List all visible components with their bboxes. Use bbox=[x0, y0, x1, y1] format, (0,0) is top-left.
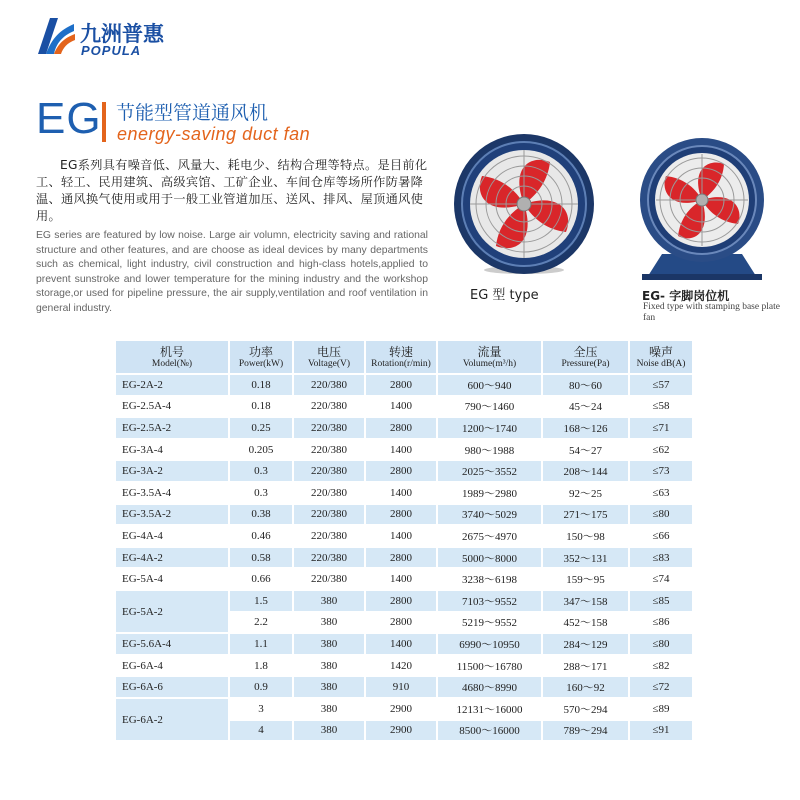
cell-rotation: 1420 bbox=[366, 656, 436, 676]
cell-power: 4 bbox=[230, 721, 292, 741]
cell-voltage: 220/380 bbox=[294, 418, 364, 438]
table-row bbox=[116, 699, 692, 719]
cell-rotation: 1400 bbox=[366, 634, 436, 654]
cell-power: 0.9 bbox=[230, 677, 292, 697]
cell-noise: ≤73 bbox=[630, 461, 692, 481]
cell-pressure: 54～27 bbox=[543, 440, 628, 460]
cell-rotation: 1400 bbox=[366, 397, 436, 417]
cell-noise: ≤82 bbox=[630, 656, 692, 676]
cell-rotation: 2800 bbox=[366, 613, 436, 633]
cell-volume: 1989～2980 bbox=[438, 483, 541, 503]
cell-volume: 790～1460 bbox=[438, 397, 541, 417]
cell-volume: 3238～6198 bbox=[438, 569, 541, 589]
cell-model: EG-2.5A-4 bbox=[116, 397, 228, 417]
cell-volume: 7103～9552 bbox=[438, 591, 541, 611]
col-header-model bbox=[116, 341, 228, 373]
cell-noise: ≤66 bbox=[630, 526, 692, 546]
col-header-cn: 电压 bbox=[316, 344, 341, 359]
spec-table-body bbox=[116, 375, 692, 740]
col-header-cn: 转速 bbox=[388, 344, 413, 359]
cell-voltage: 220/380 bbox=[294, 375, 364, 395]
logo-text-en: POPULA bbox=[81, 43, 142, 58]
col-header-cn: 功率 bbox=[248, 344, 273, 359]
cell-pressure: 789～294 bbox=[543, 721, 628, 741]
cell-volume: 8500～16000 bbox=[438, 721, 541, 741]
cell-model: EG-3A-4 bbox=[116, 440, 228, 460]
table-row bbox=[116, 461, 692, 481]
cell-pressure: 570～294 bbox=[543, 699, 628, 719]
cell-pressure: 150～98 bbox=[543, 526, 628, 546]
cell-power: 1.1 bbox=[230, 634, 292, 654]
col-header-en: Noise dB(A) bbox=[636, 358, 686, 369]
cell-rotation: 1400 bbox=[366, 526, 436, 546]
col-header-voltage bbox=[294, 341, 364, 373]
col-header-en: Pressure(Pa) bbox=[561, 358, 610, 369]
cell-volume: 6990～10950 bbox=[438, 634, 541, 654]
col-header-noise bbox=[630, 341, 692, 373]
cell-power: 1.8 bbox=[230, 656, 292, 676]
cell-model: EG-3.5A-4 bbox=[116, 483, 228, 503]
cell-model: EG-6A-4 bbox=[116, 656, 228, 676]
cell-rotation: 2800 bbox=[366, 418, 436, 438]
cell-noise: ≤74 bbox=[630, 569, 692, 589]
cell-voltage: 380 bbox=[294, 699, 364, 719]
cell-model: EG-5.6A-4 bbox=[116, 634, 228, 654]
cell-volume: 12131～16000 bbox=[438, 699, 541, 719]
cell-pressure: 352～131 bbox=[543, 548, 628, 568]
table-row bbox=[116, 677, 692, 697]
cell-noise: ≤85 bbox=[630, 591, 692, 611]
cell-volume: 600～940 bbox=[438, 375, 541, 395]
cell-noise: ≤57 bbox=[630, 375, 692, 395]
cell-rotation: 2800 bbox=[366, 505, 436, 525]
table-row bbox=[116, 634, 692, 654]
cell-voltage: 220/380 bbox=[294, 505, 364, 525]
description-en: EG series are featured by low noise. Large air volumn, electricity saving and rational structure and other features, and are choose as ideal devices by many departments such as chemical, light industry, civil construction and high-class hotels,applied to prevent sunstroke and lower temperature for the mining industry and the workshop storage,or used for pipeline pressure, the air supply,ventilation and roof ventilation in general industry. bbox=[36, 230, 428, 314]
cell-model: EG-3A-2 bbox=[116, 461, 228, 481]
cell-power: 3 bbox=[230, 699, 292, 719]
table-row bbox=[116, 569, 692, 589]
col-header-rotation bbox=[366, 341, 436, 373]
cell-pressure: 92～25 bbox=[543, 483, 628, 503]
cell-model: EG-4A-4 bbox=[116, 526, 228, 546]
cell-voltage: 380 bbox=[294, 721, 364, 741]
cell-voltage: 380 bbox=[294, 613, 364, 633]
eg-stand-fan-caption: EG- 字脚岗位机 bbox=[642, 289, 730, 303]
cell-volume: 1200～1740 bbox=[438, 418, 541, 438]
cell-voltage: 380 bbox=[294, 656, 364, 676]
cell-noise: ≤62 bbox=[630, 440, 692, 460]
title-en: energy-saving duct fan bbox=[117, 124, 311, 144]
col-header-power bbox=[230, 341, 292, 373]
spec-table bbox=[114, 339, 694, 742]
cell-noise: ≤89 bbox=[630, 699, 692, 719]
table-row bbox=[116, 505, 692, 525]
description-cn: EG系列具有噪音低、风量大、耗电少、结构合理等特点。是目前化工、轻工、民用建筑、高级宾馆、工矿企业、车间仓库等场所作防暑降温、通风换气使用或用于一般工业管道加压、送风、排风、屋顶通风使用。 bbox=[36, 158, 428, 223]
col-header-cn: 流量 bbox=[477, 344, 502, 359]
table-row bbox=[116, 418, 692, 438]
cell-voltage: 220/380 bbox=[294, 483, 364, 503]
cell-pressure: 452～158 bbox=[543, 613, 628, 633]
cell-pressure: 347～158 bbox=[543, 591, 628, 611]
brand-logo bbox=[34, 14, 194, 60]
cell-power: 0.3 bbox=[230, 483, 292, 503]
cell-power: 0.18 bbox=[230, 397, 292, 417]
cell-power: 0.18 bbox=[230, 375, 292, 395]
table-row bbox=[116, 440, 692, 460]
cell-noise: ≤71 bbox=[630, 418, 692, 438]
cell-voltage: 220/380 bbox=[294, 526, 364, 546]
col-header-cn: 噪声 bbox=[648, 344, 673, 359]
cell-model: EG-2A-2 bbox=[116, 375, 228, 395]
logo-mark-icon bbox=[34, 14, 76, 58]
cell-noise: ≤72 bbox=[630, 677, 692, 697]
eg-fan-image bbox=[440, 128, 608, 276]
cell-power: 0.25 bbox=[230, 418, 292, 438]
cell-rotation: 2800 bbox=[366, 375, 436, 395]
cell-voltage: 220/380 bbox=[294, 548, 364, 568]
table-row bbox=[116, 548, 692, 568]
cell-voltage: 220/380 bbox=[294, 461, 364, 481]
cell-pressure: 208～144 bbox=[543, 461, 628, 481]
cell-power: 0.205 bbox=[230, 440, 292, 460]
cell-voltage: 220/380 bbox=[294, 569, 364, 589]
eg-stand-fan-image bbox=[628, 134, 776, 284]
cell-power: 0.46 bbox=[230, 526, 292, 546]
cell-power: 0.38 bbox=[230, 505, 292, 525]
cell-pressure: 284～129 bbox=[543, 634, 628, 654]
cell-pressure: 160～92 bbox=[543, 677, 628, 697]
heading-divider bbox=[102, 102, 106, 142]
cell-noise: ≤91 bbox=[630, 721, 692, 741]
cell-model: EG-5A-4 bbox=[116, 569, 228, 589]
cell-model: EG-2.5A-2 bbox=[116, 418, 228, 438]
cell-rotation: 1400 bbox=[366, 483, 436, 503]
cell-volume: 980～1988 bbox=[438, 440, 541, 460]
cell-pressure: 80～60 bbox=[543, 375, 628, 395]
table-row bbox=[116, 656, 692, 676]
cell-volume: 3740～5029 bbox=[438, 505, 541, 525]
cell-power: 1.5 bbox=[230, 591, 292, 611]
cell-voltage: 220/380 bbox=[294, 440, 364, 460]
col-header-en: Power(kW) bbox=[238, 358, 284, 369]
cell-rotation: 910 bbox=[366, 677, 436, 697]
table-row bbox=[116, 375, 692, 395]
col-header-cn: 机号 bbox=[159, 344, 184, 359]
cell-rotation: 2800 bbox=[366, 548, 436, 568]
cell-rotation: 2800 bbox=[366, 591, 436, 611]
cell-rotation: 2900 bbox=[366, 721, 436, 741]
cell-power: 0.66 bbox=[230, 569, 292, 589]
logo-text-cn: 九洲普惠 bbox=[80, 22, 164, 46]
table-row bbox=[116, 526, 692, 546]
cell-pressure: 45～24 bbox=[543, 397, 628, 417]
cell-noise: ≤58 bbox=[630, 397, 692, 417]
cell-rotation: 2900 bbox=[366, 699, 436, 719]
col-header-volume bbox=[438, 341, 541, 373]
cell-noise: ≤86 bbox=[630, 613, 692, 633]
cell-volume: 11500～16780 bbox=[438, 656, 541, 676]
cell-pressure: 168～126 bbox=[543, 418, 628, 438]
cell-voltage: 380 bbox=[294, 677, 364, 697]
cell-model: EG-6A-2 bbox=[116, 699, 228, 740]
cell-voltage: 380 bbox=[294, 591, 364, 611]
cell-model: EG-4A-2 bbox=[116, 548, 228, 568]
cell-model: EG-6A-6 bbox=[116, 677, 228, 697]
cell-noise: ≤80 bbox=[630, 634, 692, 654]
eg-stand-fan-subcaption: Fixed type with stamping base plate fan bbox=[643, 302, 780, 323]
table-row bbox=[116, 591, 692, 611]
series-code: EG bbox=[36, 94, 102, 143]
cell-power: 0.58 bbox=[230, 548, 292, 568]
table-row bbox=[116, 483, 692, 503]
cell-power: 0.3 bbox=[230, 461, 292, 481]
table-header-row bbox=[116, 341, 692, 373]
cell-power: 2.2 bbox=[230, 613, 292, 633]
cell-model: EG-3.5A-2 bbox=[116, 505, 228, 525]
cell-voltage: 220/380 bbox=[294, 397, 364, 417]
cell-volume: 2025～3552 bbox=[438, 461, 541, 481]
col-header-en: Voltage(V) bbox=[307, 358, 351, 369]
cell-noise: ≤63 bbox=[630, 483, 692, 503]
col-header-en: Rotation(r/min) bbox=[371, 358, 431, 369]
cell-rotation: 2800 bbox=[366, 461, 436, 481]
cell-pressure: 288～171 bbox=[543, 656, 628, 676]
cell-volume: 5000～8000 bbox=[438, 548, 541, 568]
cell-rotation: 1400 bbox=[366, 440, 436, 460]
cell-pressure: 271～175 bbox=[543, 505, 628, 525]
cell-volume: 5219～9552 bbox=[438, 613, 541, 633]
col-header-en: Model(№) bbox=[151, 358, 193, 369]
cell-pressure: 159～95 bbox=[543, 569, 628, 589]
cell-voltage: 380 bbox=[294, 634, 364, 654]
cell-model: EG-5A-2 bbox=[116, 591, 228, 632]
eg-fan-caption: EG 型 type bbox=[470, 288, 539, 303]
cell-volume: 4680～8990 bbox=[438, 677, 541, 697]
cell-noise: ≤83 bbox=[630, 548, 692, 568]
table-row bbox=[116, 397, 692, 417]
col-header-pressure bbox=[543, 341, 628, 373]
cell-volume: 2675～4970 bbox=[438, 526, 541, 546]
col-header-en: Volume(m³/h) bbox=[462, 358, 517, 369]
cell-rotation: 1400 bbox=[366, 569, 436, 589]
title-cn: 节能型管道通风机 bbox=[116, 102, 269, 124]
cell-noise: ≤80 bbox=[630, 505, 692, 525]
col-header-cn: 全压 bbox=[573, 344, 598, 359]
